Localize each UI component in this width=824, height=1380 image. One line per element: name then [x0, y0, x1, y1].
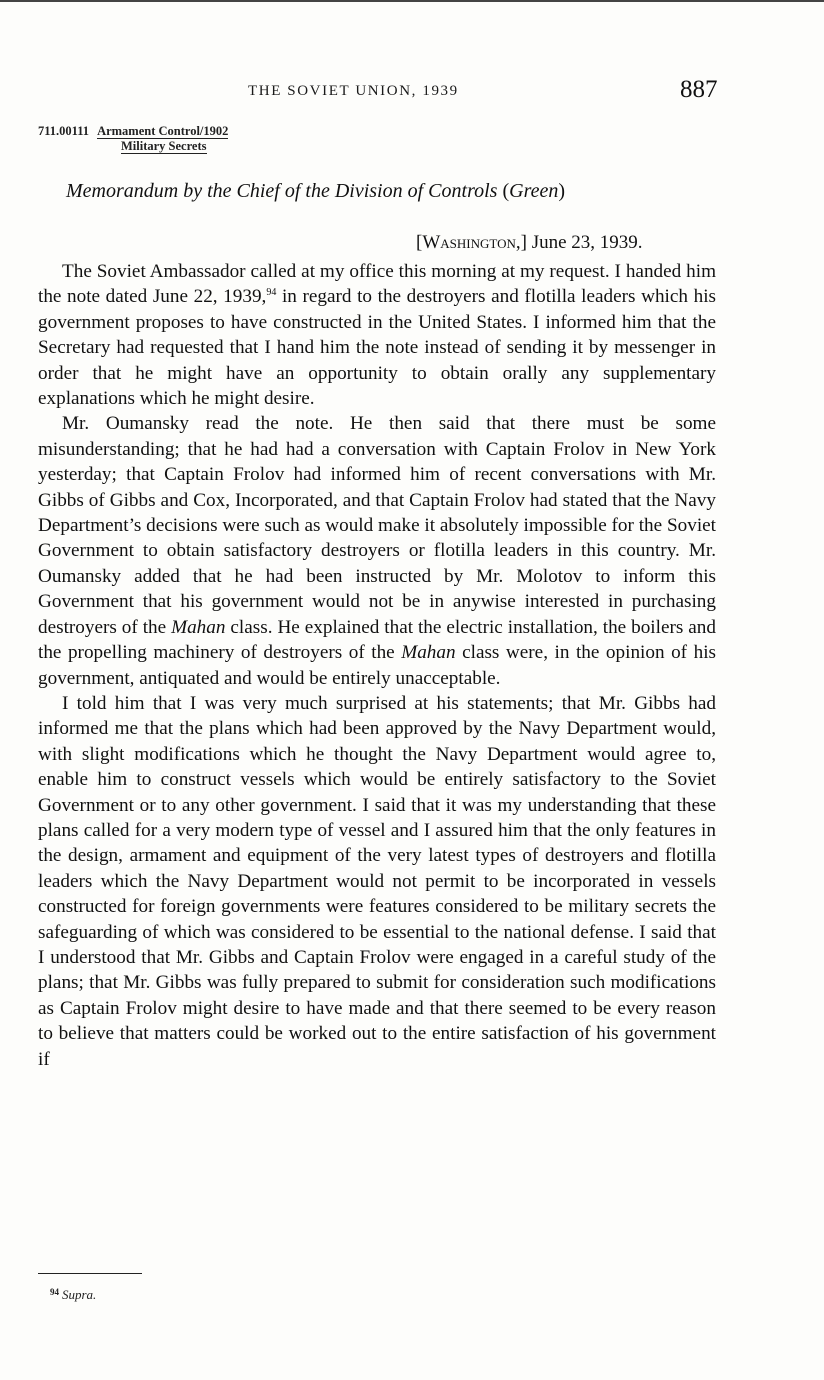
ship-class-name: Mahan — [401, 642, 456, 664]
dateline-place: Washington, — [422, 232, 521, 253]
paragraph-2-text-a: Mr. Oumansky read the note. He then said that there must be some misunderstanding; that he had had a conversation with Captain Frolov in New York yesterday; that Captain Frolov had informed him of recent conversations with Mr. Gibbs of Gibbs and Cox, Incorporated, and that Captain Frolov had stated that the Navy Department’s decisions were such as would make it absolutely impossible for the Soviet Government to obtain satisfactory destroyers or flotilla leaders in this country. Mr. Oumansky added that he had been instructed by Mr. Molotov to inform this Government that his government would not be in anywise interested in purchasing destroyers of the — [38, 413, 716, 638]
file-number: 711.00111 — [38, 124, 90, 138]
document-title-text: Memorandum by the Chief of the Division of Controls — [66, 180, 498, 202]
dateline-date: June 23, 1939. — [531, 232, 643, 253]
file-subject-2: Military Secrets — [121, 139, 207, 153]
paragraph-1-text-b: in regard to the destroyers and flotilla leaders which his government proposes to have constructed in the United States. I informed him that the Secretary had requested that I hand him the note instead of sending it by messenger in order that he might have an opportunity to obtain orally any supplementary explanations which he might desire. — [38, 286, 716, 410]
file-reference — [38, 124, 228, 154]
paragraph-1 — [38, 259, 716, 411]
paragraph-3 — [38, 691, 716, 1072]
footnote-mark: 94 — [50, 1287, 59, 1297]
paragraph-2-text-b: class. He explained that the electric installation, the boilers and the propelling machinery of destroyers of the — [38, 616, 716, 664]
footnote-reference[interactable]: 94 — [266, 287, 277, 299]
document-title-name: Green — [509, 180, 559, 202]
document-title: Memorandum by the Chief of the Division of Controls (Green) — [66, 180, 566, 202]
paragraph-1-text-a: The Soviet Ambassador called at my office this morning at my request. I handed him the note dated June 22, 1939, — [38, 261, 716, 308]
ship-class-name: Mahan — [171, 616, 226, 638]
footnote-text: Supra. — [62, 1287, 97, 1302]
dateline: [Washington,] June 23, 1939. — [416, 232, 643, 253]
page-number: 887 — [680, 76, 718, 103]
memorandum-body — [38, 259, 716, 1072]
paragraph-3-text: I told him that I was very much surprised at his statements; that Mr. Gibbs had informed me that the plans which had been approved by the Navy Department would, with slight modifications which he thought the Navy Department would agree to, enable him to construct vessels which would be entirely satisfactory to the Soviet Government or to any other government. I said that it was my understanding that these plans called for a very modern type of vessel and I assured him that the only features in the design, armament and equipment of the very latest types of destroyers and flotilla leaders which the Navy Department would not permit to be incorporated in vessels constructed for foreign governments were features considered to be military secrets the safeguarding of which was considered to be essential to the national defense. I said that I understood that Mr. Gibbs and Captain Frolov were engaged in a careful study of the plans; that Mr. Gibbs was fully prepared to submit for consideration such modifications as Captain Frolov might desire to have made and that there seemed to be every reason to believe that matters could be worked out to the entire satisfaction of his government if — [38, 692, 716, 1070]
paragraph-2 — [38, 411, 716, 690]
footnote-rule — [38, 1273, 142, 1274]
file-subject-1: Armament Control/1902 — [97, 124, 229, 138]
page-top-edge — [0, 0, 824, 2]
paragraph-2-text-c: class were, in the opinion of his government, antiquated and would be entirely unacceptable. — [38, 642, 716, 689]
footnote — [50, 1287, 96, 1303]
running-head: THE SOVIET UNION, 1939 — [248, 83, 459, 99]
